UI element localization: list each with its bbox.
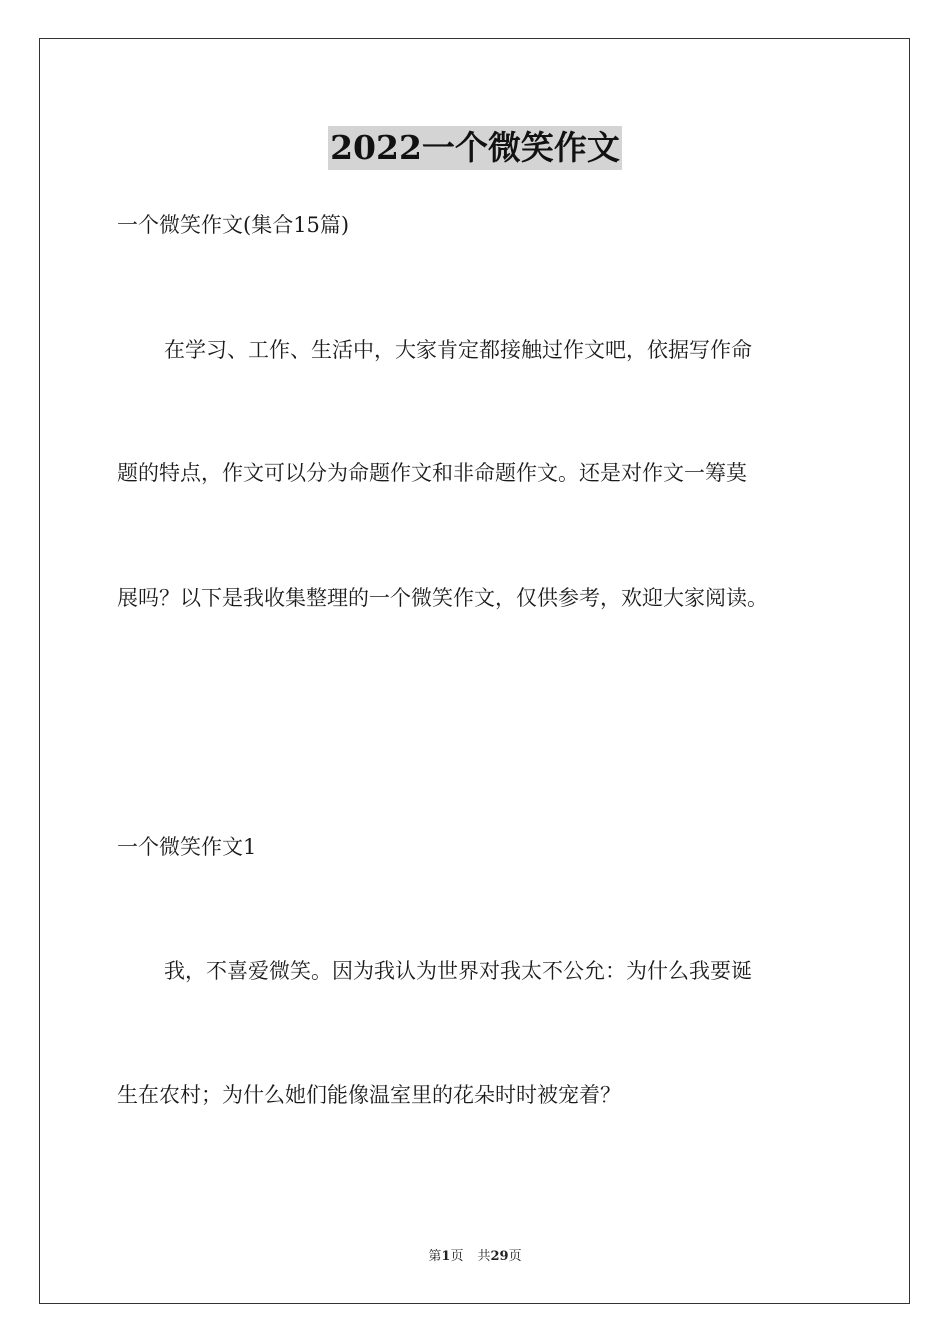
document-subtitle: 一个微笑作文(集合15篇) [117, 213, 350, 237]
document-title: 2022一个微笑作文 [328, 126, 622, 170]
footer-total-prefix: 共 [477, 1249, 491, 1264]
footer-page-suffix: 页 [450, 1249, 464, 1264]
footer-page-total: 29 [490, 1249, 509, 1264]
section-line-1: 我，不喜爱微笑。因为我认为世界对我太不公允：为什么我要诞 [164, 959, 752, 983]
page-footer [0, 1248, 950, 1266]
footer-page-prefix: 第 [428, 1249, 442, 1264]
title-container [0, 126, 950, 170]
intro-line-1: 在学习、工作、生活中，大家肯定都接触过作文吧，依据写作命 [164, 338, 752, 362]
section-line-2: 生在农村；为什么她们能像温室里的花朵时时被宠着？ [117, 1083, 621, 1107]
footer-total-suffix: 页 [508, 1249, 522, 1264]
footer-page-current: 1 [441, 1249, 451, 1264]
intro-line-3: 展吗？以下是我收集整理的一个微笑作文，仅供参考，欢迎大家阅读。 [117, 586, 768, 610]
section-heading: 一个微笑作文1 [117, 835, 257, 859]
intro-line-2: 题的特点，作文可以分为命题作文和非命题作文。还是对作文一筹莫 [117, 461, 747, 485]
